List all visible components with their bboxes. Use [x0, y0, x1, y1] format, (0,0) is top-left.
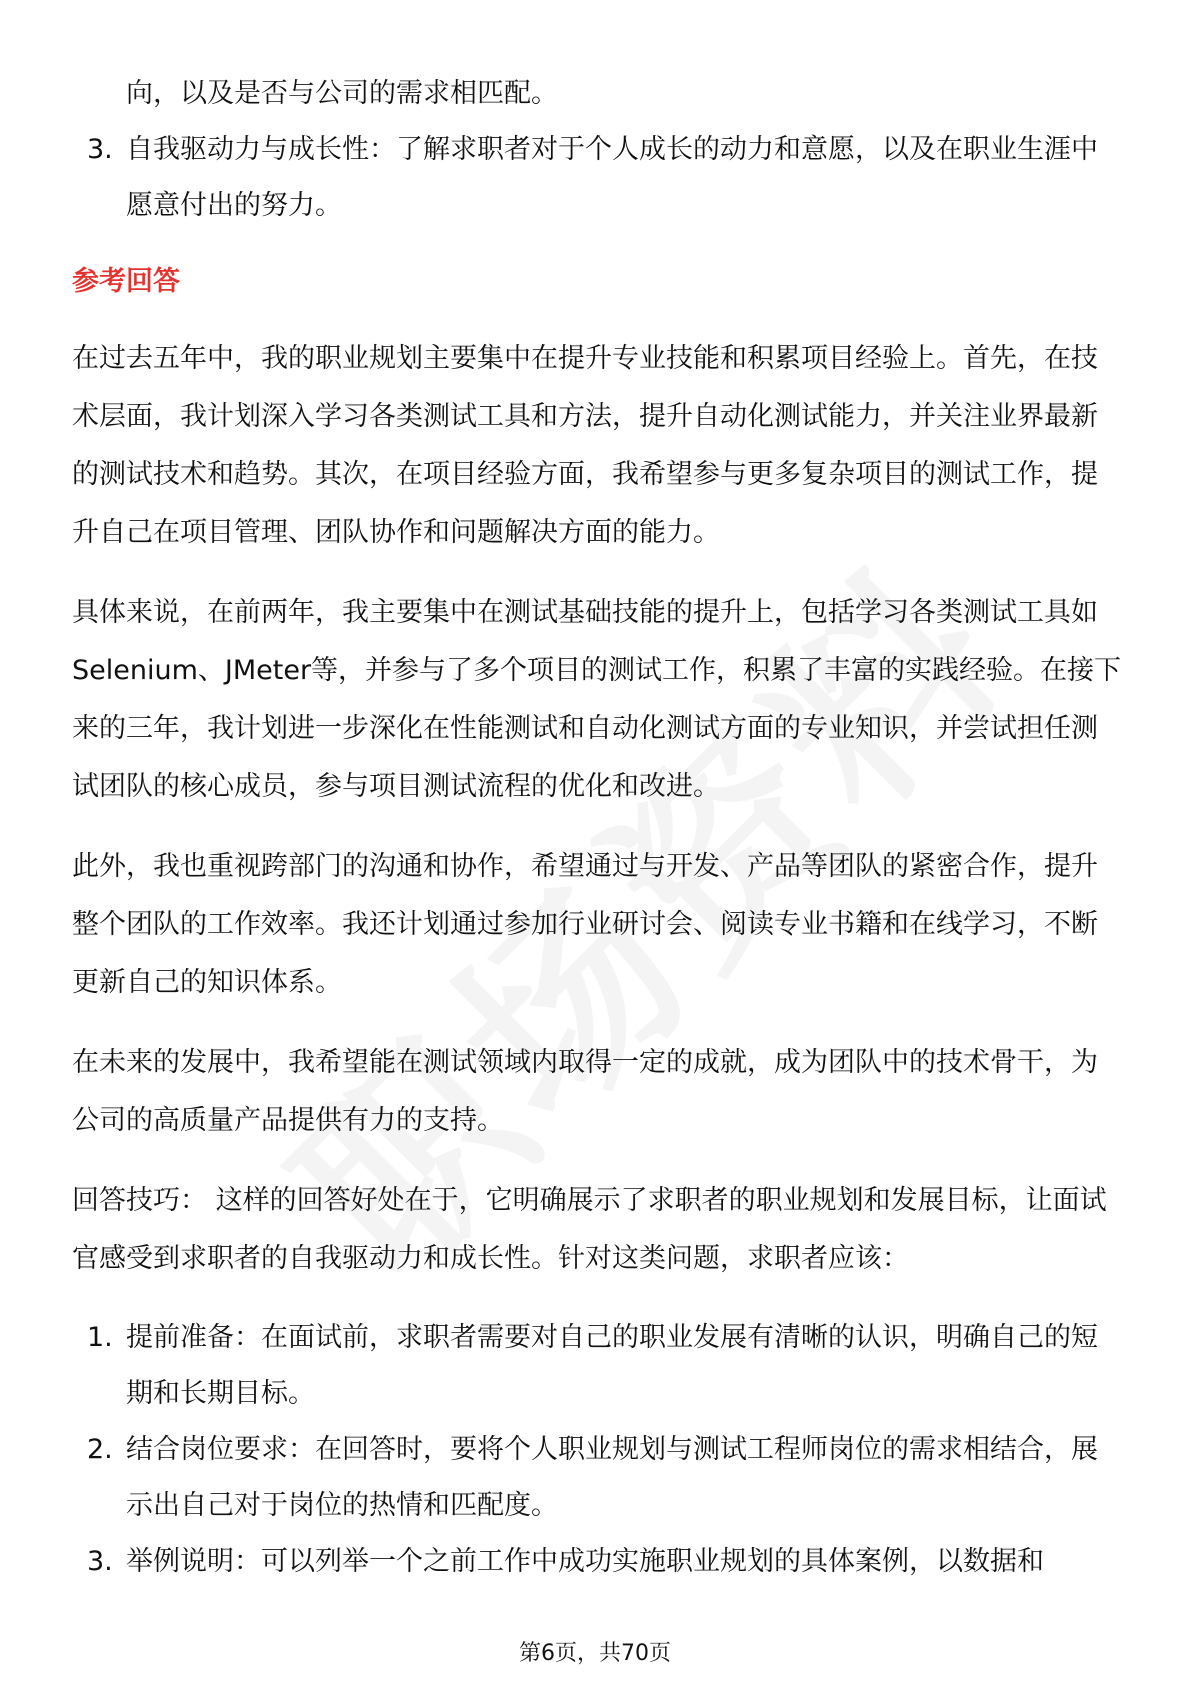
list-continuation: 向，以及是否与公司的需求相匹配。: [126, 78, 558, 109]
section-heading: 参考回答: [72, 266, 180, 297]
page-content: [72, 66, 1122, 1590]
tip-item-3: [72, 1534, 1122, 1590]
list-number: 2.: [87, 1434, 113, 1465]
list-text: 自我驱动力与成长性：了解求职者对于个人成长的动力和意愿，以及在职业生涯中愿意付出的努力。: [126, 134, 1098, 221]
paragraph-3: 此外，我也重视跨部门的沟通和协作，希望通过与开发、产品等团队的紧密合作，提升整个团队的工作效率。我还计划通过参加行业研讨会、阅读专业书籍和在线学习，不断更新自己的知识体系。: [72, 851, 1098, 998]
paragraph-tips-intro: 回答技巧： 这样的回答好处在于，它明确展示了求职者的职业规划和发展目标，让面试官感受到求职者的自我驱动力和成长性。针对这类问题，求职者应该：: [72, 1185, 1107, 1274]
paragraph-4: 在未来的发展中，我希望能在测试领域内取得一定的成就，成为团队中的技术骨干，为公司的高质量产品提供有力的支持。: [72, 1047, 1098, 1136]
tip-item-2: [72, 1422, 1122, 1534]
paragraph-1: 在过去五年中，我的职业规划主要集中在提升专业技能和积累项目经验上。首先，在技术层面，我计划深入学习各类测试工具和方法，提升自动化测试能力，并关注业界最新的测试技术和趋势。其次，在项目经验方面，我希望参与更多复杂项目的测试工作，提升自己在项目管理、团队协作和问题解决方面的能力。: [72, 343, 1098, 548]
page-footer: 第6页，共70页: [519, 1641, 671, 1666]
list-text: 结合岗位要求：在回答时，要将个人职业规划与测试工程师岗位的需求相结合，展示出自己对于岗位的热情和匹配度。: [126, 1434, 1098, 1521]
list-text: 提前准备：在面试前，求职者需要对自己的职业发展有清晰的认识，明确自己的短期和长期目标。: [126, 1322, 1098, 1409]
tip-item-1: [72, 1310, 1122, 1422]
list-text: 举例说明：可以列举一个之前工作中成功实施职业规划的具体案例，以数据和: [126, 1546, 1044, 1577]
list-number: 3.: [87, 134, 113, 165]
list-number: 3.: [87, 1546, 113, 1577]
list-item-3: [72, 122, 1122, 234]
paragraph-2: 具体来说，在前两年，我主要集中在测试基础技能的提升上，包括学习各类测试工具如Selenium、JMeter等，并参与了多个项目的测试工作，积累了丰富的实践经验。在接下来的三年，我计划进一步深化在性能测试和自动化测试方面的专业知识，并尝试担任测试团队的核心成员，参与项目测试流程的优化和改进。: [72, 597, 1122, 802]
list-number: 1.: [87, 1322, 113, 1353]
